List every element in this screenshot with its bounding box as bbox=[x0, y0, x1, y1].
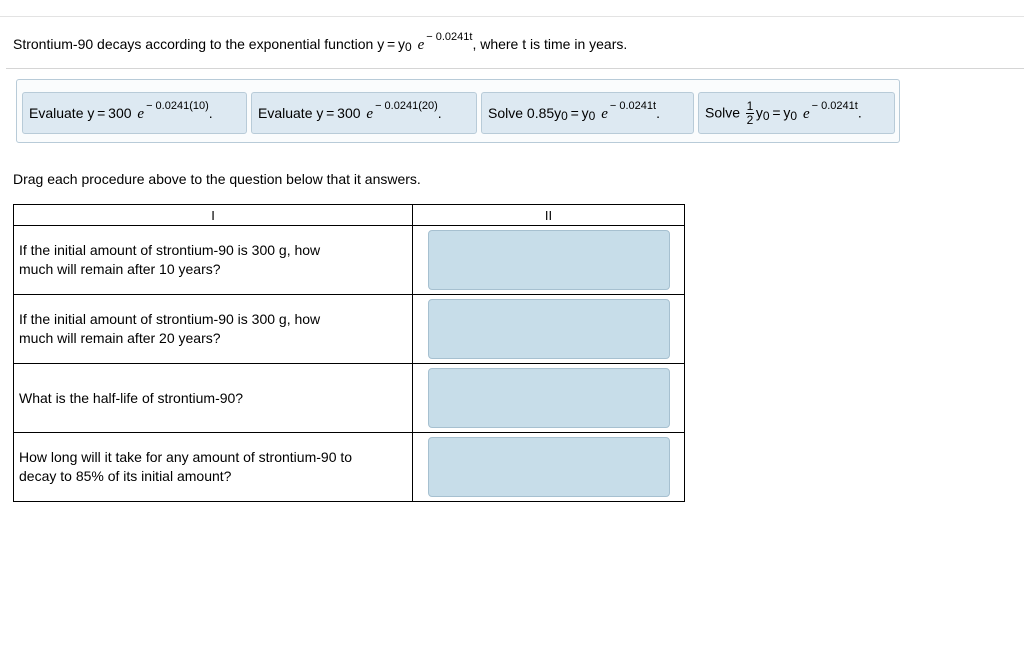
procedure-1-e: e bbox=[137, 106, 145, 122]
procedure-3-subscript: 0 bbox=[561, 109, 568, 123]
procedure-3-mid: = y bbox=[567, 105, 589, 121]
procedure-1-exponent: − 0.0241(10) bbox=[146, 100, 209, 113]
drop-target-2[interactable] bbox=[428, 299, 670, 359]
procedure-2-prefix: Evaluate y = 300 bbox=[258, 105, 361, 121]
column-header-questions: I bbox=[14, 205, 413, 226]
procedure-4-mid: y bbox=[755, 104, 763, 121]
top-divider bbox=[0, 16, 1024, 17]
procedure-4-subscript: 0 bbox=[762, 108, 770, 123]
procedure-2-e: e bbox=[366, 106, 374, 122]
procedure-4-fraction bbox=[746, 100, 754, 126]
section-divider bbox=[6, 68, 1024, 69]
answer-cell bbox=[413, 295, 685, 364]
question-4-line-2: decay to 85% of its initial amount? bbox=[19, 468, 232, 484]
fraction-numerator: 1 bbox=[746, 99, 754, 113]
procedure-1-suffix: . bbox=[208, 105, 213, 121]
question-cell bbox=[14, 364, 413, 433]
procedure-3-exponent: − 0.0241t bbox=[609, 100, 657, 113]
fraction-denominator: 2 bbox=[746, 113, 754, 127]
table-row bbox=[14, 295, 685, 364]
procedure-3-suffix: . bbox=[656, 105, 660, 121]
procedure-4-e: e bbox=[802, 105, 810, 122]
procedure-tile-4[interactable] bbox=[698, 92, 895, 134]
question-1-line-1: If the initial amount of strontium-90 is 300 g, how bbox=[19, 242, 321, 258]
procedure-2-suffix: . bbox=[437, 105, 442, 121]
prompt-exponent: − 0.0241t bbox=[426, 31, 473, 44]
procedure-4-prefix: Solve bbox=[705, 104, 741, 121]
question-3-line-1: What is the half-life of strontium-90? bbox=[19, 389, 244, 406]
procedure-3-prefix: Solve 0.85y bbox=[488, 105, 562, 121]
prompt-subscript: 0 bbox=[405, 40, 412, 54]
question-cell bbox=[14, 433, 413, 502]
problem-statement bbox=[13, 31, 628, 54]
procedure-4-mid-2: = y bbox=[769, 104, 791, 121]
prompt-suffix: , where t is time in years. bbox=[472, 36, 628, 52]
drop-target-3[interactable] bbox=[428, 368, 670, 428]
answer-cell bbox=[413, 433, 685, 502]
answer-cell bbox=[413, 364, 685, 433]
table-row bbox=[14, 226, 685, 295]
question-2-line-2: much will remain after 20 years? bbox=[19, 330, 221, 346]
procedure-4-exponent: − 0.0241t bbox=[811, 100, 858, 113]
answer-cell bbox=[413, 226, 685, 295]
procedure-tile-2[interactable] bbox=[251, 92, 477, 134]
instructions: Drag each procedure above to the question below that it answers. bbox=[13, 171, 421, 187]
procedure-2-exponent: − 0.0241(20) bbox=[375, 100, 438, 113]
column-header-answers: II bbox=[413, 205, 685, 226]
procedure-tile-3[interactable] bbox=[481, 92, 694, 134]
procedure-3-subscript-2: 0 bbox=[588, 109, 596, 123]
table-row bbox=[14, 364, 685, 433]
prompt-prefix: Strontium-90 decays according to the exponential function y = y bbox=[13, 36, 405, 52]
question-4-line-1: How long will it take for any amount of strontium-90 to bbox=[19, 449, 353, 465]
table-header-row bbox=[14, 205, 685, 226]
drop-target-1[interactable] bbox=[428, 230, 670, 290]
prompt-e: e bbox=[417, 37, 425, 53]
table-row bbox=[14, 433, 685, 502]
question-cell bbox=[14, 226, 413, 295]
drop-target-4[interactable] bbox=[428, 437, 670, 497]
question-cell bbox=[14, 295, 413, 364]
matching-table bbox=[13, 204, 685, 502]
procedure-tile-1[interactable] bbox=[22, 92, 247, 134]
procedure-1-prefix: Evaluate y = 300 bbox=[29, 105, 132, 121]
question-2-line-1: If the initial amount of strontium-90 is 300 g, how bbox=[19, 311, 321, 327]
procedure-3-e: e bbox=[601, 106, 608, 122]
procedure-4-suffix: . bbox=[857, 104, 862, 121]
procedure-4-subscript-2: 0 bbox=[790, 108, 798, 123]
question-1-line-2: much will remain after 10 years? bbox=[19, 261, 221, 277]
